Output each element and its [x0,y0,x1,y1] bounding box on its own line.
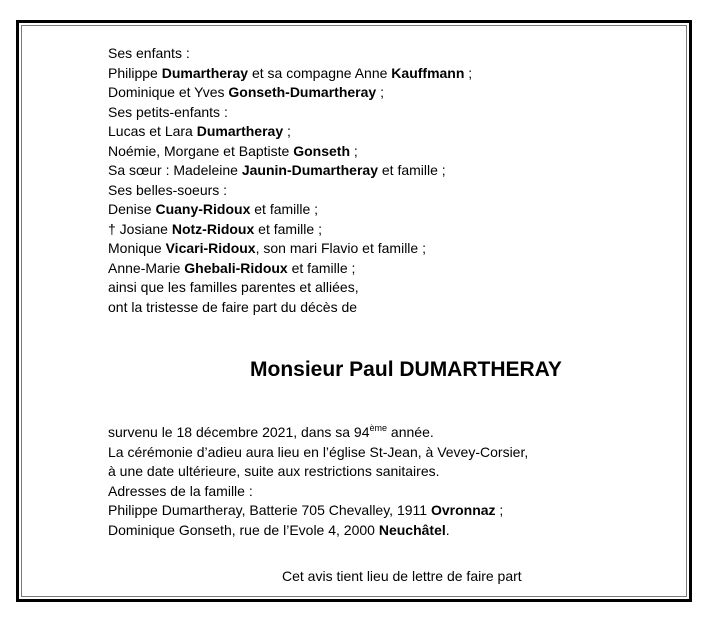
addr1-city: Ovronnaz [430,502,496,518]
addr2-city: Neuchâtel [378,521,446,538]
grandchildren-heading [108,103,472,123]
sil2-last: Notz-Ridoux [171,220,255,237]
gc1-end: ; [283,123,291,139]
sister-first: Sa sœur : Madeleine [108,162,242,178]
children-heading [108,44,472,64]
children-heading-text: Ses enfants : [108,45,190,61]
child2-end: ; [376,84,384,100]
child1-last: Dumartheray [161,64,249,81]
sil1-end: et famille ; [250,201,319,217]
child-line-1 [108,64,472,84]
death-end: année. [387,424,434,440]
closing-note: Cet avis tient lieu de lettre de faire part [282,568,522,584]
grandchildren-heading-text: Ses petits-enfants : [108,103,228,120]
grandchild-line-1 [108,122,472,142]
announce-line [108,298,472,318]
address-line-1 [108,501,528,521]
addresses-heading [108,482,528,502]
cross-icon: † [108,220,116,237]
sil3-last: Vicari-Ridoux [165,240,256,256]
gc2-first: Noémie, Morgane et Baptiste [108,142,294,159]
sil4-end: et famille ; [287,259,356,276]
addr1-start: Philippe Dumartheray, Batterie 705 Chevalley, 1911 [108,502,431,518]
child2-last: Gonseth-Dumartheray [228,84,377,100]
child1-end: ; [464,64,473,81]
death-start: survenu le 18 décembre 2021, dans sa 94 [108,424,370,440]
sil1-last: Cuany-Ridoux [155,201,251,217]
sil3-end: , son mari Flavio et famille ; [255,240,426,256]
sister-last: Jaunin-Dumartheray [241,162,378,178]
addr2-start: Dominique Gonseth, rue de l’Evole 4, 2000 [108,521,379,538]
ceremony-line1-text: La cérémonie d’adieu aura lieu en l’église St-Jean, à Vevey-Corsier, [108,443,529,460]
families-line [108,278,472,298]
sister-line [108,161,472,181]
gc2-last: Gonseth [293,142,350,159]
families-line-text: ainsi que les familles parentes et alliées, [108,279,359,295]
child-line-2 [108,83,472,103]
sisters-in-law-heading-text: Ses belles-soeurs : [108,181,228,198]
ceremony-details [108,423,528,540]
sil3-first: Monique [108,240,166,256]
ceremony-line-2 [108,462,528,482]
addr2-end: . [445,521,450,538]
ceremony-line-1 [108,443,528,463]
sister-end: et famille ; [378,162,446,178]
ceremony-line2-text: à une date ultérieure, suite aux restrictions sanitaires. [108,463,440,479]
sister-in-law-line-4 [108,259,472,279]
sil4-last: Ghebali-Ridoux [184,259,288,276]
gc1-last: Dumartheray [196,123,284,139]
sil4-first: Anne-Marie [108,259,185,276]
sister-in-law-line-3 [108,239,472,259]
death-line [108,423,528,443]
gc2-end: ; [350,142,358,159]
sisters-in-law-heading [108,181,472,201]
deceased-name: Monsieur Paul DUMARTHERAY [250,358,562,381]
addr1-end: ; [495,502,504,518]
child1-partner-last: Kauffmann [391,64,465,81]
family-list [108,44,472,317]
gc1-first: Lucas et Lara [108,123,197,139]
sister-in-law-line-1 [108,200,472,220]
sil2-first: Josiane [115,220,172,237]
address-line-2 [108,521,528,541]
announce-line-text: ont la tristesse de faire part du décès de [108,298,358,315]
sil1-first: Denise [108,201,156,217]
child1-first: Philippe [108,64,162,81]
sister-in-law-line-2 [108,220,472,240]
sil2-end: et famille ; [254,220,322,237]
child1-mid: et sa compagne Anne [248,64,392,81]
child2-first: Dominique et Yves [108,84,229,100]
death-sup: ème [369,423,388,433]
addresses-heading-text: Adresses de la famille : [108,482,253,499]
grandchild-line-2 [108,142,472,162]
